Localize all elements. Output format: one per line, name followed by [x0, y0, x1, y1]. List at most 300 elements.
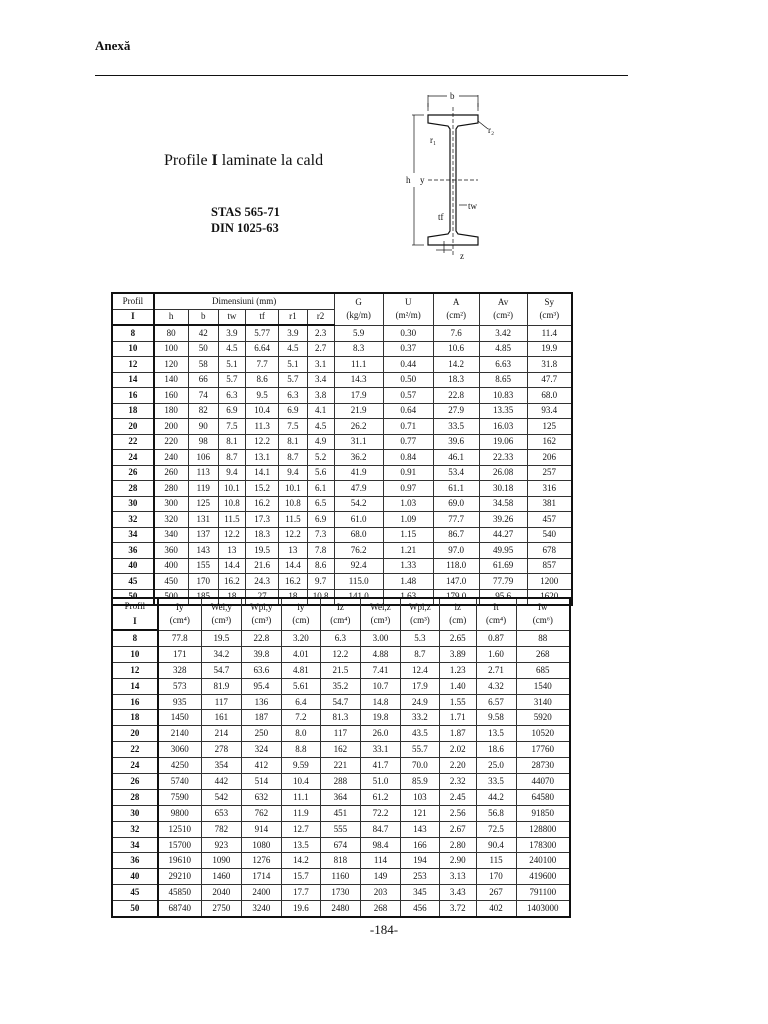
table-cell: 46.1	[433, 450, 479, 466]
table-cell: 7.6	[433, 325, 479, 341]
table-cell: 9.5	[245, 388, 278, 404]
table-cell: 1.60	[476, 646, 516, 662]
table-cell: 43.5	[400, 726, 439, 742]
section-label: Anexă	[95, 38, 131, 53]
table-cell: 13	[279, 543, 307, 559]
table-cell: 13.1	[245, 450, 278, 466]
table-cell: 98	[188, 434, 218, 450]
table-cell: 117	[201, 694, 241, 710]
table-cell: 19610	[158, 853, 202, 869]
table-cell: 2750	[201, 901, 241, 917]
table-cell: 47.7	[527, 372, 572, 388]
table-cell: 6.1	[307, 481, 334, 497]
table-cell: 82	[188, 403, 218, 419]
table-cell: 2.32	[439, 774, 476, 790]
table-cell: 24.3	[245, 574, 278, 590]
table-cell: 185	[188, 589, 218, 605]
profile-cell: 12	[112, 357, 154, 373]
col-header: Wpl,y (cm³)	[241, 598, 281, 630]
table-cell: 1.09	[383, 512, 433, 528]
table-cell: 31.8	[527, 357, 572, 373]
table-cell: 170	[188, 574, 218, 590]
table-cell: 10.1	[218, 481, 245, 497]
table-cell: 14.1	[245, 465, 278, 481]
table-cell: 0.77	[383, 434, 433, 450]
table-cell: 90.4	[476, 837, 516, 853]
i-beam-diagram	[400, 85, 510, 265]
table-cell: 91850	[516, 805, 570, 821]
table-cell: 450	[154, 574, 188, 590]
table-cell: 3.4	[307, 372, 334, 388]
table-cell: 15.2	[245, 481, 278, 497]
profil-header: Profil	[112, 293, 154, 309]
table-row	[112, 837, 570, 853]
table-cell: 22.8	[433, 388, 479, 404]
table-row	[112, 543, 572, 559]
table-cell: 5740	[158, 774, 202, 790]
table-cell: 320	[154, 512, 188, 528]
standard-din: DIN 1025-63	[211, 221, 279, 235]
table-row	[112, 388, 572, 404]
table-cell: 1450	[158, 710, 202, 726]
table-cell: 17760	[516, 742, 570, 758]
table-cell: 19.6	[281, 901, 320, 917]
table-cell: 15700	[158, 837, 202, 853]
table-cell: 6.9	[307, 512, 334, 528]
table-cell: 6.64	[245, 341, 278, 357]
table-cell: 4.32	[476, 678, 516, 694]
table-cell: 1.48	[383, 574, 433, 590]
table-cell: 28730	[516, 758, 570, 774]
table-row	[112, 372, 572, 388]
table-cell: 95.4	[241, 678, 281, 694]
table-cell: 9.4	[279, 465, 307, 481]
table-cell: 678	[527, 543, 572, 559]
title-word: Profile	[164, 152, 208, 169]
profile-cell: 40	[112, 558, 154, 574]
table-cell: 200	[154, 419, 188, 435]
table-cell: 97.0	[433, 543, 479, 559]
table-cell: 12.7	[281, 821, 320, 837]
table-cell: 4.85	[479, 341, 527, 357]
table-row	[112, 465, 572, 481]
table-cell: 4.9	[307, 434, 334, 450]
profile-cell: 26	[112, 465, 154, 481]
col-header: U (m²/m)	[383, 293, 433, 325]
table-cell: 93.4	[527, 403, 572, 419]
table-cell: 6.3	[279, 388, 307, 404]
table-cell: 136	[241, 694, 281, 710]
table-cell: 1.71	[439, 710, 476, 726]
col-header: Wpl,z (cm³)	[400, 598, 439, 630]
table-cell: 1.87	[439, 726, 476, 742]
table-cell: 8.8	[281, 742, 320, 758]
table-cell: 2.20	[439, 758, 476, 774]
table-cell: 0.57	[383, 388, 433, 404]
col-header-tf: tf	[245, 309, 278, 325]
table-cell: 19.9	[527, 341, 572, 357]
profile-cell: 32	[112, 821, 158, 837]
table-cell: 19.5	[245, 543, 278, 559]
table-cell: 180	[154, 403, 188, 419]
table-cell: 27.9	[433, 403, 479, 419]
label-r1: r₁	[430, 135, 437, 145]
table-cell: 120	[154, 357, 188, 373]
table-cell: 4.5	[307, 419, 334, 435]
table-cell: 632	[241, 789, 281, 805]
table-cell: 11.5	[218, 512, 245, 528]
table-cell: 381	[527, 496, 572, 512]
table-cell: 4250	[158, 758, 202, 774]
table-cell: 555	[320, 821, 360, 837]
table-cell: 0.30	[383, 325, 433, 341]
table-cell: 143	[400, 821, 439, 837]
table-cell: 288	[320, 774, 360, 790]
table-cell: 7.2	[281, 710, 320, 726]
table-cell: 27	[245, 589, 278, 605]
table-cell: 267	[476, 885, 516, 901]
table-row	[112, 805, 570, 821]
table-cell: 923	[201, 837, 241, 853]
table-cell: 540	[527, 527, 572, 543]
table-cell: 7590	[158, 789, 202, 805]
table-cell: 3.9	[218, 325, 245, 341]
table-cell: 77.7	[433, 512, 479, 528]
table-row	[112, 630, 570, 646]
col-header: Iy (cm⁴)	[158, 598, 202, 630]
table-cell: 400	[154, 558, 188, 574]
table-row	[112, 481, 572, 497]
table-cell: 278	[201, 742, 241, 758]
label-y: y	[420, 175, 425, 185]
table-cell: 11.1	[334, 357, 383, 373]
col-header: A (cm²)	[433, 293, 479, 325]
table-cell: 500	[154, 589, 188, 605]
table-cell: 21.5	[320, 662, 360, 678]
profile-cell: 26	[112, 774, 158, 790]
table-cell: 685	[516, 662, 570, 678]
table-cell: 17.7	[281, 885, 320, 901]
col-header-tw: tw	[218, 309, 245, 325]
table-cell: 4.81	[281, 662, 320, 678]
table-cell: 17.9	[400, 678, 439, 694]
table-cell: 160	[154, 388, 188, 404]
table-cell: 220	[154, 434, 188, 450]
table-cell: 50	[188, 341, 218, 357]
table-cell: 6.4	[281, 694, 320, 710]
profile-cell: 12	[112, 662, 158, 678]
table-cell: 573	[158, 678, 202, 694]
table-cell: 106	[188, 450, 218, 466]
table-cell: 4.88	[360, 646, 400, 662]
label-b: b	[450, 91, 455, 101]
table-cell: 9.4	[218, 465, 245, 481]
table-cell: 10520	[516, 726, 570, 742]
table-cell: 41.7	[360, 758, 400, 774]
table-cell: 2.71	[476, 662, 516, 678]
table-cell: 77.79	[479, 574, 527, 590]
properties-table	[111, 597, 571, 918]
table-cell: 1540	[516, 678, 570, 694]
table-cell: 85.9	[400, 774, 439, 790]
table-cell: 5.77	[245, 325, 278, 341]
profile-cell: 32	[112, 512, 154, 528]
table-cell: 22.33	[479, 450, 527, 466]
table-cell: 1160	[320, 869, 360, 885]
title-letter: I	[211, 152, 218, 169]
table-cell: 55.7	[400, 742, 439, 758]
table-row	[112, 419, 572, 435]
table-row	[112, 678, 570, 694]
table-cell: 6.5	[307, 496, 334, 512]
table-cell: 34.58	[479, 496, 527, 512]
table-cell: 114	[360, 853, 400, 869]
table-cell: 30.18	[479, 481, 527, 497]
table-cell: 203	[360, 885, 400, 901]
table-cell: 857	[527, 558, 572, 574]
dimensions-table	[111, 292, 573, 606]
table-cell: 170	[476, 869, 516, 885]
table-cell: 7.5	[218, 419, 245, 435]
table-cell: 3.00	[360, 630, 400, 646]
col-header: Wel,y (cm³)	[201, 598, 241, 630]
table-cell: 3.1	[307, 357, 334, 373]
table-row	[112, 901, 570, 917]
table-cell: 8.7	[279, 450, 307, 466]
profile-cell: 34	[112, 837, 158, 853]
table-cell: 10.8	[218, 496, 245, 512]
table-cell: 354	[201, 758, 241, 774]
profile-cell: 10	[112, 341, 154, 357]
table-cell: 7.7	[245, 357, 278, 373]
table-cell: 18.3	[245, 527, 278, 543]
table-cell: 1460	[201, 869, 241, 885]
table-cell: 12.2	[218, 527, 245, 543]
table-cell: 10.4	[281, 774, 320, 790]
table-cell: 412	[241, 758, 281, 774]
profile-cell: 36	[112, 853, 158, 869]
table-cell: 8.0	[281, 726, 320, 742]
table-cell: 4.5	[279, 341, 307, 357]
table-cell: 51.0	[360, 774, 400, 790]
table-cell: 92.4	[334, 558, 383, 574]
profile-cell: 8	[112, 325, 154, 341]
table-row	[112, 726, 570, 742]
table-row	[112, 646, 570, 662]
table-cell: 1.23	[439, 662, 476, 678]
table-cell: 14.4	[218, 558, 245, 574]
table-cell: 69.0	[433, 496, 479, 512]
header-rule	[95, 75, 628, 76]
table-cell: 2.80	[439, 837, 476, 853]
table-cell: 3.20	[281, 630, 320, 646]
table-cell: 19.06	[479, 434, 527, 450]
table-cell: 1.40	[439, 678, 476, 694]
table-cell: 103	[400, 789, 439, 805]
table-cell: 49.95	[479, 543, 527, 559]
table-cell: 17.9	[334, 388, 383, 404]
table-cell: 1.63	[383, 589, 433, 605]
table-cell: 16.03	[479, 419, 527, 435]
table-cell: 2.65	[439, 630, 476, 646]
profile-cell: 14	[112, 678, 158, 694]
table-cell: 0.87	[476, 630, 516, 646]
table-cell: 2.02	[439, 742, 476, 758]
col-header: It (cm⁴)	[476, 598, 516, 630]
table-cell: 10.4	[245, 403, 278, 419]
table-cell: 19.8	[360, 710, 400, 726]
table-cell: 300	[154, 496, 188, 512]
table-cell: 2.3	[307, 325, 334, 341]
table-cell: 268	[360, 901, 400, 917]
table-cell: 328	[158, 662, 202, 678]
table-cell: 35.2	[320, 678, 360, 694]
table-cell: 98.4	[360, 837, 400, 853]
table-cell: 5920	[516, 710, 570, 726]
table-row	[112, 434, 572, 450]
table-cell: 268	[516, 646, 570, 662]
table-cell: 11.1	[281, 789, 320, 805]
table-cell: 54.2	[334, 496, 383, 512]
table-cell: 41.9	[334, 465, 383, 481]
table-cell: 4.01	[281, 646, 320, 662]
table-cell: 782	[201, 821, 241, 837]
table-row	[112, 341, 572, 357]
table-cell: 442	[201, 774, 241, 790]
table-row	[112, 821, 570, 837]
table-cell: 84.7	[360, 821, 400, 837]
table-cell: 7.41	[360, 662, 400, 678]
table-cell: 13.5	[281, 837, 320, 853]
profile-cell: 16	[112, 694, 158, 710]
table-cell: 179.0	[433, 589, 479, 605]
table-cell: 3.43	[439, 885, 476, 901]
profile-cell: 18	[112, 403, 154, 419]
table-cell: 402	[476, 901, 516, 917]
table-cell: 5.9	[334, 325, 383, 341]
table-cell: 61.0	[334, 512, 383, 528]
table-cell: 0.64	[383, 403, 433, 419]
table-cell: 0.37	[383, 341, 433, 357]
table-cell: 77.8	[158, 630, 202, 646]
table-cell: 25.0	[476, 758, 516, 774]
table-cell: 56.8	[476, 805, 516, 821]
table-cell: 818	[320, 853, 360, 869]
table-row	[112, 853, 570, 869]
table-cell: 161	[201, 710, 241, 726]
table-cell: 68.0	[527, 388, 572, 404]
profile-cell: 30	[112, 496, 154, 512]
profil-header: Profil	[112, 598, 158, 614]
table-cell: 3.13	[439, 869, 476, 885]
table-cell: 162	[527, 434, 572, 450]
table-cell: 74	[188, 388, 218, 404]
table-cell: 100	[154, 341, 188, 357]
page-title	[164, 152, 323, 170]
table-cell: 1.03	[383, 496, 433, 512]
label-tw: tw	[468, 201, 477, 211]
table-cell: 17.3	[245, 512, 278, 528]
table-row	[112, 527, 572, 543]
table-cell: 451	[320, 805, 360, 821]
table-row	[112, 662, 570, 678]
table-cell: 16.2	[279, 574, 307, 590]
col-header: Wel,z (cm³)	[360, 598, 400, 630]
profile-cell: 28	[112, 481, 154, 497]
table-cell: 162	[320, 742, 360, 758]
col-header: Iw (cm⁶)	[516, 598, 570, 630]
table-cell: 131	[188, 512, 218, 528]
table-cell: 95.6	[479, 589, 527, 605]
table-cell: 0.44	[383, 357, 433, 373]
table-cell: 125	[188, 496, 218, 512]
profil-subheader: I	[112, 614, 158, 630]
col-header-h: h	[154, 309, 188, 325]
table-cell: 113	[188, 465, 218, 481]
table-cell: 10.8	[307, 589, 334, 605]
table-cell: 260	[154, 465, 188, 481]
table-row	[112, 403, 572, 419]
standard-stas: STAS 565-71	[211, 205, 280, 219]
table-cell: 29210	[158, 869, 202, 885]
table-cell: 26.2	[334, 419, 383, 435]
table-cell: 5.2	[307, 450, 334, 466]
table-cell: 13	[218, 543, 245, 559]
table-cell: 6.9	[218, 403, 245, 419]
table-cell: 5.6	[307, 465, 334, 481]
table-cell: 81.9	[201, 678, 241, 694]
table-cell: 8.3	[334, 341, 383, 357]
table-cell: 128800	[516, 821, 570, 837]
table-cell: 6.9	[279, 403, 307, 419]
table-cell: 12510	[158, 821, 202, 837]
table-cell: 9800	[158, 805, 202, 821]
table-cell: 3060	[158, 742, 202, 758]
table-cell: 935	[158, 694, 202, 710]
table-cell: 11.5	[279, 512, 307, 528]
table-cell: 7.5	[279, 419, 307, 435]
col-header: iy (cm)	[281, 598, 320, 630]
table-cell: 7.3	[307, 527, 334, 543]
table-cell: 257	[527, 465, 572, 481]
table-row	[112, 694, 570, 710]
table-cell: 280	[154, 481, 188, 497]
label-tf: tf	[438, 212, 444, 222]
profile-cell: 45	[112, 885, 158, 901]
table-cell: 10.6	[433, 341, 479, 357]
table-cell: 11.3	[245, 419, 278, 435]
table-cell: 914	[241, 821, 281, 837]
table-cell: 12.2	[320, 646, 360, 662]
table-cell: 44.27	[479, 527, 527, 543]
table-cell: 457	[527, 512, 572, 528]
table-cell: 1276	[241, 853, 281, 869]
table-cell: 0.50	[383, 372, 433, 388]
table-cell: 118.0	[433, 558, 479, 574]
table-cell: 762	[241, 805, 281, 821]
table-cell: 8.6	[245, 372, 278, 388]
table-cell: 18	[218, 589, 245, 605]
table-cell: 10.1	[279, 481, 307, 497]
table-cell: 1730	[320, 885, 360, 901]
profile-cell: 50	[112, 589, 154, 605]
table-cell: 3.72	[439, 901, 476, 917]
table-cell: 18.6	[476, 742, 516, 758]
table-cell: 166	[400, 837, 439, 853]
table-cell: 5.7	[279, 372, 307, 388]
table-cell: 39.8	[241, 646, 281, 662]
table-cell: 16.2	[218, 574, 245, 590]
